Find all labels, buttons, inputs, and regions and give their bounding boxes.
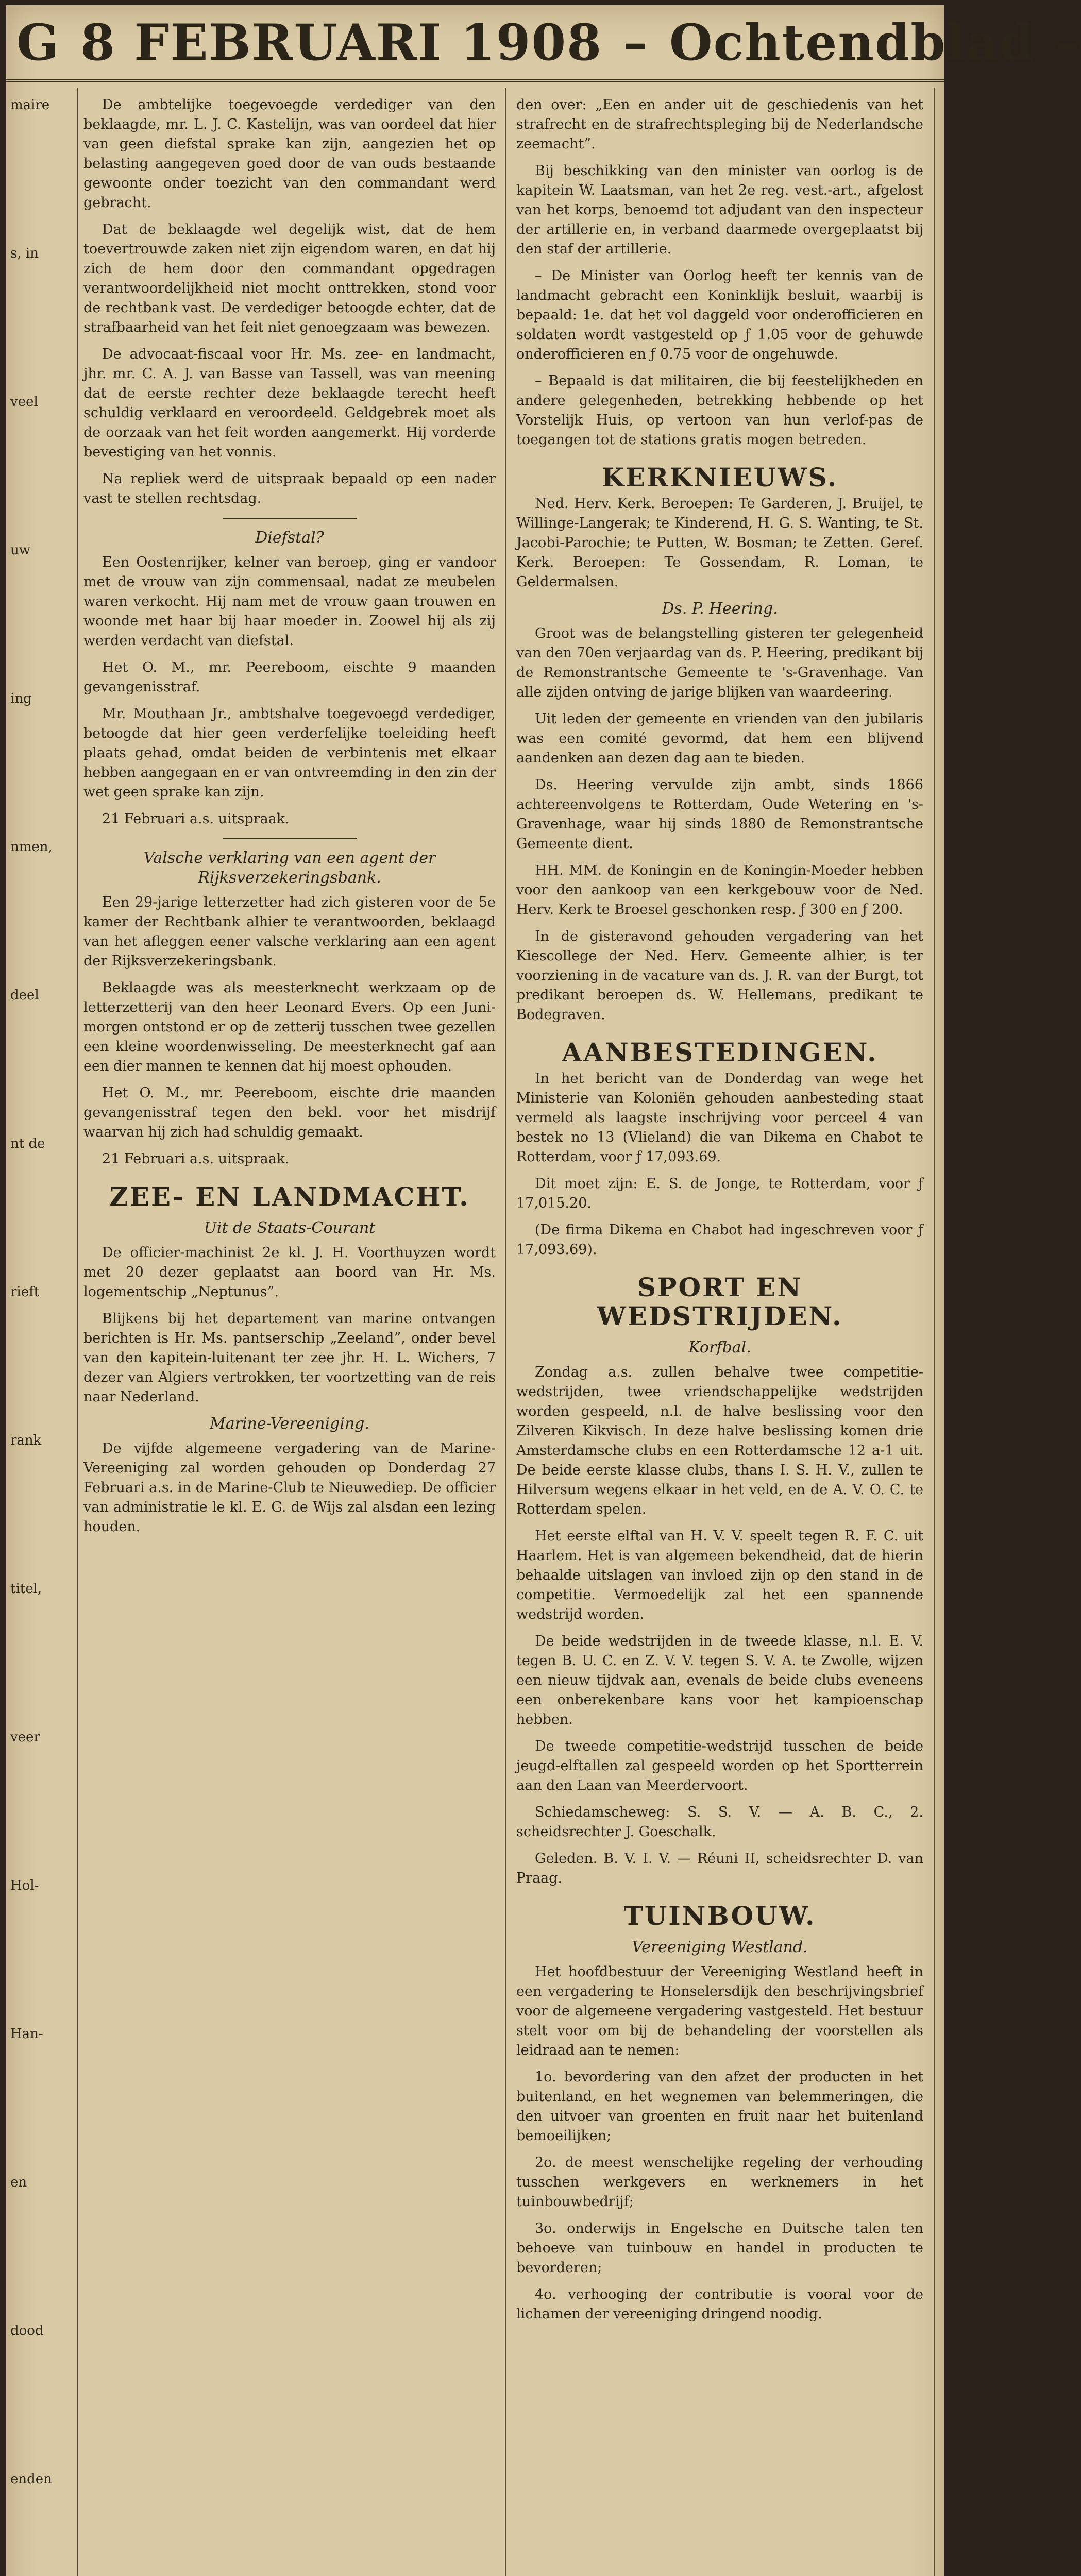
- column-a: [83, 95, 496, 2576]
- paragraph: Groot was de belangstelling gisteren ter gelegenheid van den 70en verjaardag van ds. P. Heering, predikant bij de Remonstrantsche Gemeente te 's-Gravenhage. Van alle zijden ontving de jarige blijken van waardeering.: [516, 625, 923, 700]
- paragraph: In het bericht van de Donderdag van wege het Ministerie van Koloniën gehouden aanbesteding staat vermeld als laagste inschrijving voor perceel 4 van bestek no 13 (Vlieland) die van Dikema en Chabot te Rotterdam, voor ƒ 17,093.69.: [516, 1071, 923, 1165]
- article-heading-valsche-verklaring: Valsche verklaring van een agent der Rijksverzekeringsbank.: [143, 849, 436, 887]
- paragraph: De ambtelijke toegevoegde verdediger van den beklaagde, mr. L. J. C. Kastelijn, was van oordeel dat hier van geen diefstal sprake kan zijn, aangezien het op belasting aangegeven goed door de van ouds bestaande gewoonte onder toezicht van den commandant werd gebracht.: [83, 97, 496, 211]
- section-heading-aanbestedingen: AANBESTEDINGEN.: [562, 1037, 878, 1067]
- column-b: [516, 95, 923, 2576]
- edge-text-fragment: maire: [10, 97, 50, 113]
- edge-text-fragment: titel,: [10, 1581, 42, 1597]
- paragraph: den over: „Een en ander uit de geschiedenis van het strafrecht en de strafrechtspleging bij de Nederlandsche zeemacht”.: [516, 97, 923, 152]
- edge-text-fragment: rieft: [10, 1284, 40, 1300]
- masthead-dash: –: [623, 13, 649, 72]
- paragraph: Het eerste elftal van H. V. V. speelt tegen R. F. C. uit Haarlem. Het is van algemeen bekendheid, dat de hierin behaalde uitslagen van invloed zijn op den stand in de competitie. Vermoedelijk zal het een spannende wedstrijd worden.: [516, 1528, 923, 1622]
- paragraph: De advocaat-fiscaal voor Hr. Ms. zee- en landmacht, jhr. mr. C. A. J. van Basse van Tassell, was van meening dat de eerste rechter deze beklaagde terecht heeft schuldig verklaard en veroordeeld. Geldgebrek moet als de oorzaak van het feit worden aangemerkt. Hij vorderde bevestiging van het vonnis.: [83, 346, 496, 460]
- edge-text-fragment: Hol-: [10, 1878, 39, 1893]
- paragraph: 4o. verhooging der contributie is vooral voor de lichamen der vereeniging dringend noodig.: [516, 2286, 923, 2322]
- edge-text-fragment: uw: [10, 543, 30, 558]
- paragraph: Blijkens bij het departement van marine ontvangen berichten is Hr. Ms. pantserschip „Zeeland”, onder bevel van den kapitein-luitenant ter zee jhr. H. L. Wichers, 7 dezer van Algiers vertrokken, ter voortzetting van de reis naar Nederland.: [83, 1311, 496, 1405]
- section-heading-tuinbouw: TUINBOUW.: [623, 1901, 816, 1931]
- paragraph: Dit moet zijn: E. S. de Jonge, te Rotterdam, voor ƒ 17,015.20.: [516, 1176, 923, 1211]
- edge-text-fragment: rank: [10, 1433, 42, 1448]
- paragraph: 21 Februari a.s. uitspraak.: [102, 1151, 290, 1167]
- divider: [223, 838, 357, 839]
- edge-text-fragment: ing: [10, 691, 32, 706]
- left-edge-column: [10, 95, 72, 2576]
- subheading-staats-courant: Uit de Staats-Courant: [204, 1219, 376, 1237]
- edge-text-fragment: dood: [10, 2323, 44, 2338]
- paragraph: Een Oostenrijker, kelner van beroep, ging er vandoor met de vrouw van zijn commensaal, nadat ze meubelen waren verkocht. Hij nam met de vrouw gaan trouwen en woonde met haar bij haar moeder in. Zoowel hij als zij werden verdacht van diefstal.: [83, 554, 496, 649]
- paragraph: In de gisteravond gehouden vergadering van het Kiescollege der Ned. Herv. Gemeente alhier, is ter voorziening in de vacature van ds. J. R. van der Burgt, tot predikant beroepen ds. W. Hellemans, predikant te Bodegraven.: [516, 928, 923, 1023]
- newspaper-clipping: [6, 5, 1081, 2576]
- paragraph: Het O. M., mr. Peereboom, eischte 9 maanden gevangenisstraf.: [83, 659, 496, 695]
- edge-text-fragment: veer: [10, 1730, 40, 1745]
- paragraph: Schiedamscheweg: S. S. V. — A. B. C., 2. scheidsrechter J. Goeschalk.: [516, 1804, 923, 1840]
- paragraph: De officier-machinist 2e kl. J. H. Voorthuyzen wordt met 20 dezer geplaatst aan boord van Hr. Ms. logementschip „Neptunus”.: [83, 1245, 496, 1300]
- paragraph: De beide wedstrijden in de tweede klasse, n.l. E. V. tegen B. U. C. en Z. V. V. tegen S. V. A. te Zwolle, wijzen een nieuw tijdvak aan, evenals de beide clubs eveneens een onberekenbare kans voor het kampioenschap hebben.: [516, 1633, 923, 1727]
- column-rule: [77, 88, 78, 2576]
- masthead-date: 8 FEBRUARI 1908: [80, 13, 602, 72]
- masthead-fragment: G: [16, 13, 60, 72]
- edge-text-fragment: deel: [10, 988, 39, 1003]
- edge-text-fragment: Han-: [10, 2026, 43, 2042]
- edge-text-fragment: veel: [10, 394, 38, 410]
- section-heading-kerknieuws: KERKNIEUWS.: [601, 462, 838, 493]
- edge-text-fragment: s, in: [10, 246, 39, 261]
- paragraph: Beklaagde was als meesterknecht werkzaam op de letterzetterij van den heer Leonard Evers. Op een Juni-morgen ontstond er op de zetterij tusschen twee gezellen een kleine woordenwisseling. De meesterknecht gaf aan een dier mannen te kennen dat hij moest ophouden.: [83, 980, 496, 1074]
- paragraph: Zondag a.s. zullen behalve twee competitie-wedstrijden, twee vriendschappelijke wedstrijden worden gespeeld, n.l. de halve beslissing voor den Zilveren Kikvisch. In deze halve beslissing komen drie Amsterdamsche clubs en een Rotterdamsche 12 a-1 uit. De beide eerste klasse clubs, thans I. S. H. V., zullen te Hilversum wegens elkaar in het veld, en de A. V. O. C. te Rotterdam spelen.: [516, 1364, 923, 1517]
- paragraph: Bij beschikking van den minister van oorlog is de kapitein W. Laatsman, van het 2e reg. vest.-art., afgelost van het korps, benoemd tot adjudant van den inspecteur der artillerie en, in verband daarmede overgeplaatst bij den staf der artillerie.: [516, 163, 923, 257]
- paragraph: Na repliek werd de uitspraak bepaald op een nader vast te stellen rechtsdag.: [83, 471, 496, 506]
- subheading-heering: Ds. P. Heering.: [662, 600, 778, 618]
- paragraph: HH. MM. de Koningin en de Koningin-Moeder hebben voor den aankoop van een kerkgebouw voor de Ned. Herv. Kerk te Broesel geschonken resp. ƒ 300 en ƒ 200.: [516, 862, 923, 918]
- article-heading-diefstal: Diefstal?: [255, 529, 324, 547]
- paragraph: 21 Februari a.s. uitspraak.: [102, 811, 290, 827]
- masthead: [6, 5, 1081, 82]
- paragraph: – De Minister van Oorlog heeft ter kennis van de landmacht gebracht een Koninklijk besluit, waarbij is bepaald: 1e. dat het vol daggeld voor onderofficieren en soldaten wordt vastgesteld op ƒ 1.05 voor de gehuwde onderofficieren en ƒ 0.75 voor de ongehuwde.: [516, 268, 923, 362]
- paragraph: (De firma Dikema en Chabot had ingeschreven voor ƒ 17,093.69).: [516, 1222, 923, 1258]
- paragraph: Uit leden der gemeente en vrienden van den jubilaris was een comité gevormd, dat hem een blijvend aandenken aan dezen dag aan te bieden.: [516, 711, 923, 766]
- subheading-westland: Vereeniging Westland.: [632, 1938, 808, 1956]
- paragraph: Dat de beklaagde wel degelijk wist, dat de hem toevertrouwde zaken niet zijn eigendom waren, en dat hij zich de hem door den commandant opgedragen verantwoordelijkheid niet mocht onttrekken, stond voor de rechtbank vast. De verdediger betoogde echter, dat de strafbaarheid van het feit niet genoegzaam was bewezen.: [83, 222, 496, 335]
- section-heading-sport: SPORT EN WEDSTRIJDEN.: [597, 1272, 843, 1331]
- section-heading-zee-landmacht: ZEE- EN LANDMACHT.: [109, 1181, 470, 1212]
- paragraph: Geleden. B. V. I. V. — Réuni II, scheidsrechter D. van Praag.: [516, 1851, 923, 1886]
- paragraph: Ds. Heering vervulde zijn ambt, sinds 1866 achtereenvolgens te Rotterdam, Oude Wetering en 's-Gravenhage, waar hij sinds 1880 de Remonstrantsche Gemeente dient.: [516, 777, 923, 852]
- paragraph: De vijfde algemeene vergadering van de Marine-Vereeniging zal worden gehouden op Donderdag 27 Februari a.s. in de Marine-Club te Nieuwediep. De officier van administratie le kl. E. G. de Wijs zal alsdan een lezing houden.: [83, 1440, 496, 1535]
- column-rule: [934, 88, 935, 2576]
- masthead-edition: Ochtendblad: [669, 13, 1035, 72]
- paragraph: De tweede competitie-wedstrijd tusschen de beide jeugd-elftallen zal gespeeld worden op het Sportterrein aan den Laan van Meerdervoort.: [516, 1738, 923, 1793]
- subheading-marine-vereeniging: Marine-Vereeniging.: [210, 1415, 369, 1433]
- divider: [223, 518, 357, 519]
- paragraph: 3o. onderwijs in Engelsche en Duitsche talen ten behoeve van tuinbouw en handel in producten te bevorderen;: [516, 2221, 923, 2276]
- edge-text-fragment: nmen,: [10, 839, 53, 855]
- subheading-korfbal: Korfbal.: [688, 1338, 751, 1357]
- edge-text-fragment: nt de: [10, 1136, 45, 1151]
- paragraph: Het O. M., mr. Peereboom, eischte drie maanden gevangenisstraf tegen den bekl. voor het misdrijf waarvan hij zich had schuldig gemaakt.: [83, 1085, 496, 1140]
- paragraph: Ned. Herv. Kerk. Beroepen: Te Garderen, J. Bruijel, te Willinge-Langerak; te Kinderend, H. G. S. Wanting, te St. Jacobi-Parochie; te Putten, W. Bosman; te Zetten. Geref. Kerk. Beroepen: Te Gossendam, R. Loman, te Geldermalsen.: [516, 496, 923, 590]
- edge-text-fragment: en: [10, 2175, 27, 2190]
- paragraph: Mr. Mouthaan Jr., ambtshalve toegevoegd verdediger, betoogde dat hier geen verderfelijke toeleiding heeft plaats gehad, omdat beiden de verbintenis met elkaar hebben aangegaan en er van ontvreemding in den zin der wet geen sprake kan zijn.: [83, 706, 496, 800]
- masthead-dash-2: –: [1055, 13, 1081, 72]
- edge-text-fragment: enden: [10, 2471, 52, 2487]
- paragraph: 1o. bevordering van den afzet der producten in het buitenland, en het wegnemen van belemmeringen, die den uitvoer van groenten en fruit naar het buitenland bemoeilijken;: [516, 2069, 923, 2144]
- column-rule: [505, 88, 506, 2576]
- paragraph: – Bepaald is dat militairen, die bij feestelijkheden en andere gelegenheden, betrekking hebbende op het Vorstelijk Huis, op vertoon van hun verlof-pas de toegangen tot de stations gratis mogen betreden.: [516, 373, 923, 448]
- paragraph: Het hoofdbestuur der Vereeniging Westland heeft in een vergadering te Honselersdijk den beschrijvingsbrief voor de algemeene vergadering vastgesteld. Het bestuur stelt voor om bij de behandeling der voorstellen als leidraad aan te nemen:: [516, 1964, 923, 2058]
- paragraph: Een 29-jarige letterzetter had zich gisteren voor de 5e kamer der Rechtbank alhier te verantwoorden, beklaagd van het afleggen eener valsche verklaring aan een agent der Rijksverzekeringsbank.: [83, 894, 496, 969]
- paragraph: 2o. de meest wenschelijke regeling der verhouding tusschen werkgevers en werknemers in het tuinbouwbedrijf;: [516, 2155, 923, 2210]
